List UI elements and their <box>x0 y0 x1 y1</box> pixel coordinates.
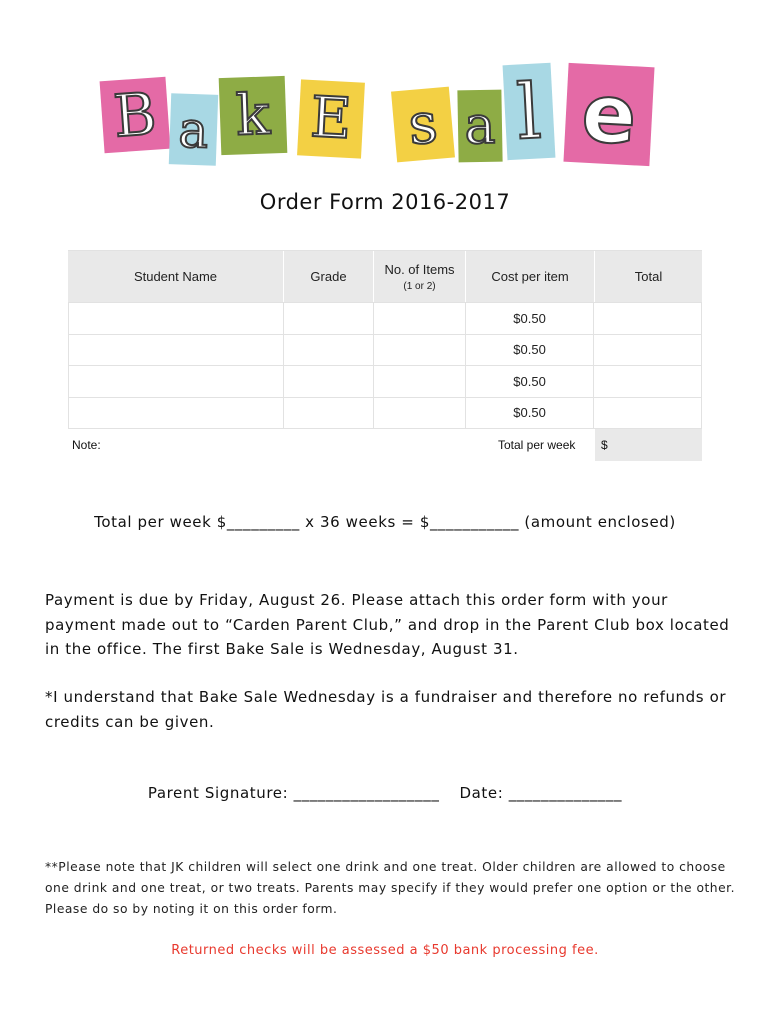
total-per-week-label: Total per week <box>498 438 576 452</box>
logo-tile-a: a <box>169 93 218 166</box>
items-field[interactable] <box>374 366 466 397</box>
logo-tile-k: k <box>219 76 288 155</box>
header-items-sub: (1 or 2) <box>403 280 436 292</box>
student-name-field[interactable] <box>69 366 284 397</box>
refund-disclaimer: *I understand that Bake Sale Wednesday is a fundraiser and therefore no refunds or credits can be given. <box>45 688 727 731</box>
signature-line <box>0 784 770 802</box>
student-name-field[interactable] <box>69 398 284 429</box>
header-cost: Cost per item <box>466 251 595 302</box>
student-name-field[interactable] <box>69 303 284 334</box>
table-row <box>68 303 702 335</box>
table-row <box>68 398 702 430</box>
logo-tile-l: l <box>503 63 556 160</box>
table-footer-row <box>68 429 702 461</box>
total-currency: $ <box>601 438 608 452</box>
total-equation: Total per week $_________ x 36 weeks = $___________ (amount enclosed) <box>94 513 676 531</box>
table-row <box>68 335 702 367</box>
header-student-name: Student Name <box>68 251 284 302</box>
student-name-field[interactable] <box>69 335 284 366</box>
cost-cell: $0.50 <box>466 366 595 397</box>
page-title: Order Form 2016-2017 <box>259 190 511 214</box>
grade-field[interactable] <box>284 366 374 397</box>
logo-tile-e-capital: E <box>297 79 365 158</box>
total-field[interactable] <box>594 303 701 334</box>
table-header-row <box>68 250 702 303</box>
header-total: Total <box>634 269 663 284</box>
header-items-label: No. of Items <box>384 261 455 277</box>
grade-field[interactable] <box>284 335 374 366</box>
table-row <box>68 366 702 398</box>
total-field[interactable] <box>594 398 701 429</box>
total-field[interactable] <box>594 366 701 397</box>
logo-tile-b: B <box>100 77 171 153</box>
header-items <box>374 251 466 302</box>
items-field[interactable] <box>374 303 466 334</box>
cost-cell: $0.50 <box>466 303 595 334</box>
items-field[interactable] <box>374 335 466 366</box>
total-field[interactable] <box>594 335 701 366</box>
cost-cell: $0.50 <box>466 398 595 429</box>
grade-field[interactable] <box>284 303 374 334</box>
logo-tile-a2: a <box>457 90 502 163</box>
total-per-week-field[interactable] <box>595 429 702 461</box>
parent-signature-field[interactable]: Parent Signature: __________________ <box>147 784 440 802</box>
items-field[interactable] <box>374 398 466 429</box>
bake-sale-logo <box>0 0 770 180</box>
logo-tile-s: s <box>391 87 455 163</box>
grade-field[interactable] <box>284 398 374 429</box>
date-field[interactable]: Date: ______________ <box>459 784 623 802</box>
payment-instructions: Payment is due by Friday, August 26. Please attach this order form with your payment made out to “Carden Parent Club,” and drop in the Parent Club box located in the office. The first Bake Sale is Wednesday, August 31. <box>45 591 730 658</box>
logo-tile-e: e <box>563 63 654 166</box>
order-table <box>68 250 702 461</box>
cost-cell: $0.50 <box>466 335 595 366</box>
jk-note: **Please note that JK children will select one drink and one treat. Older children are allowed to choose one drink and one treat, or two treats. Parents may specify if they would prefer one option or the other. Please do so by noting it on this order form. <box>45 860 736 916</box>
note-label: Note: <box>72 438 101 452</box>
header-grade: Grade <box>284 251 374 302</box>
fee-notice: Returned checks will be assessed a $50 bank processing fee. <box>171 943 599 958</box>
